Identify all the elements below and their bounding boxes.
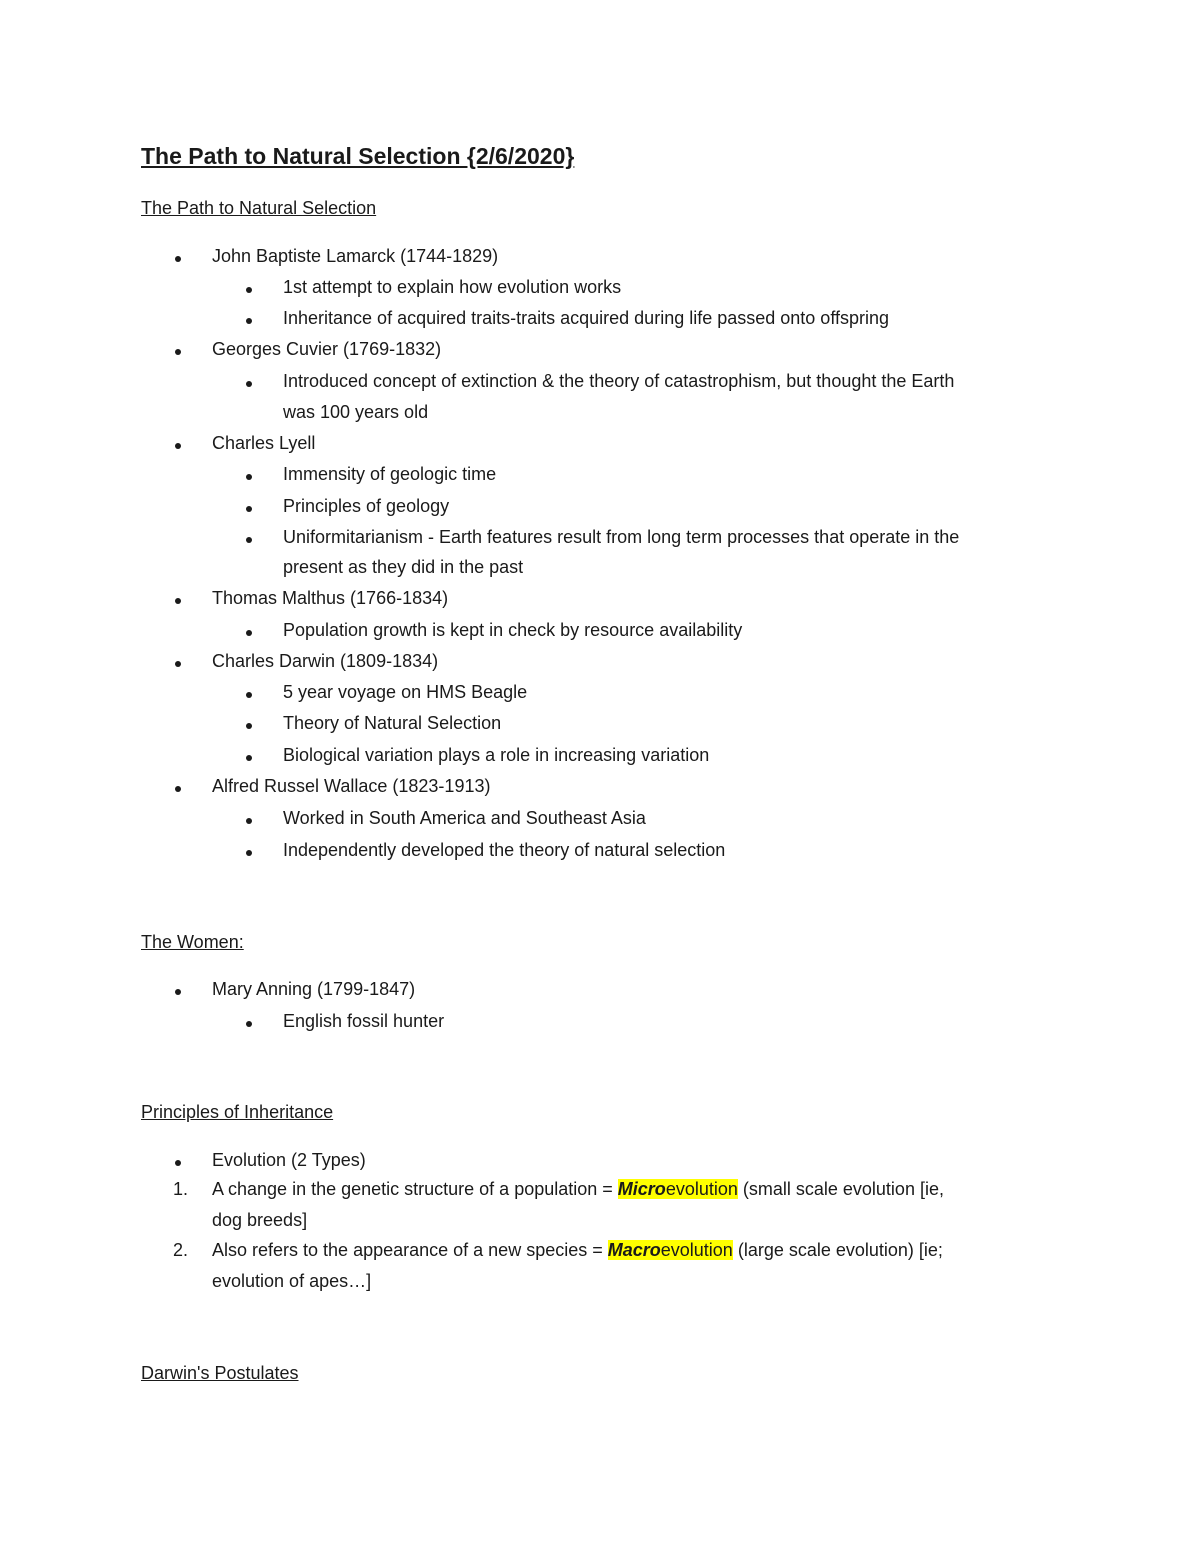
list-number: 1. (173, 1179, 189, 1199)
list-item-continuation: present as they did in the past (283, 557, 524, 577)
bullet-icon (246, 287, 252, 293)
bullet-icon (246, 692, 252, 698)
numbered-item (212, 1240, 943, 1261)
list-item: Independently developed the theory of natural selection (283, 840, 726, 860)
list-item: Theory of Natural Selection (283, 713, 502, 733)
section-heading-inheritance: Principles of Inheritance (141, 1102, 334, 1122)
bullet-icon (246, 850, 252, 856)
list-item: Immensity of geologic time (283, 464, 497, 484)
highlight-prefix: Micro (617, 1179, 666, 1199)
numbered-item (212, 1179, 944, 1200)
bullet-icon (246, 381, 252, 387)
list-item: Charles Darwin (1809-1834) (212, 651, 439, 671)
bullet-icon (246, 318, 252, 324)
list-item: 5 year voyage on HMS Beagle (283, 682, 528, 702)
list-number: 2. (173, 1240, 189, 1260)
list-item: Evolution (2 Types) (212, 1150, 366, 1170)
item-text: A change in the genetic structure of a population = (212, 1179, 618, 1199)
list-item: Georges Cuvier (1769-1832) (212, 339, 442, 359)
item-text: (small scale evolution [ie, (737, 1179, 944, 1199)
bullet-icon (246, 506, 252, 512)
list-item-continuation: was 100 years old (283, 402, 429, 422)
numbered-item-continuation: dog breeds] (212, 1210, 308, 1230)
list-item: Mary Anning (1799-1847) (212, 979, 416, 999)
list-item: Uniformitarianism - Earth features result from long term processes that operate in the (283, 527, 960, 547)
bullet-icon (175, 1160, 181, 1166)
item-text: (large scale evolution) [ie; (732, 1240, 943, 1260)
page-title: The Path to Natural Selection {2/6/2020} (141, 143, 575, 169)
highlight-term (618, 1179, 738, 1199)
bullet-icon (246, 630, 252, 636)
bullet-icon (246, 474, 252, 480)
list-item: Introduced concept of extinction & the theory of catastrophism, but thought the Earth (283, 371, 955, 391)
list-item: Principles of geology (283, 496, 450, 516)
bullet-icon (175, 256, 181, 262)
list-item: Biological variation plays a role in increasing variation (283, 745, 710, 765)
highlight-rest: evolution (660, 1240, 733, 1260)
bullet-icon (175, 786, 181, 792)
highlight-term (608, 1240, 733, 1260)
list-item: Charles Lyell (212, 433, 316, 453)
list-item: Worked in South America and Southeast Asia (283, 808, 646, 828)
list-item: Thomas Malthus (1766-1834) (212, 588, 449, 608)
highlight-rest: evolution (665, 1179, 738, 1199)
section-heading-women: The Women: (141, 932, 244, 952)
bullet-icon (246, 723, 252, 729)
section-heading-path: The Path to Natural Selection (141, 198, 377, 218)
list-item: Inheritance of acquired traits-traits acquired during life passed onto offspring (283, 308, 890, 328)
bullet-icon (175, 598, 181, 604)
list-item: John Baptiste Lamarck (1744-1829) (212, 246, 499, 266)
highlight-prefix: Macro (607, 1240, 661, 1260)
bullet-icon (246, 1021, 252, 1027)
bullet-icon (175, 989, 181, 995)
numbered-item-continuation: evolution of apes…] (212, 1271, 372, 1291)
list-item: Population growth is kept in check by resource availability (283, 620, 743, 640)
bullet-icon (175, 661, 181, 667)
list-item: Alfred Russel Wallace (1823-1913) (212, 776, 491, 796)
list-item: English fossil hunter (283, 1011, 445, 1031)
list-item: 1st attempt to explain how evolution works (283, 277, 622, 297)
bullet-icon (246, 755, 252, 761)
bullet-icon (246, 818, 252, 824)
item-text: Also refers to the appearance of a new species = (212, 1240, 608, 1260)
bullet-icon (246, 537, 252, 543)
bullet-icon (175, 349, 181, 355)
bullet-icon (175, 443, 181, 449)
section-heading-postulates: Darwin's Postulates (141, 1363, 299, 1383)
